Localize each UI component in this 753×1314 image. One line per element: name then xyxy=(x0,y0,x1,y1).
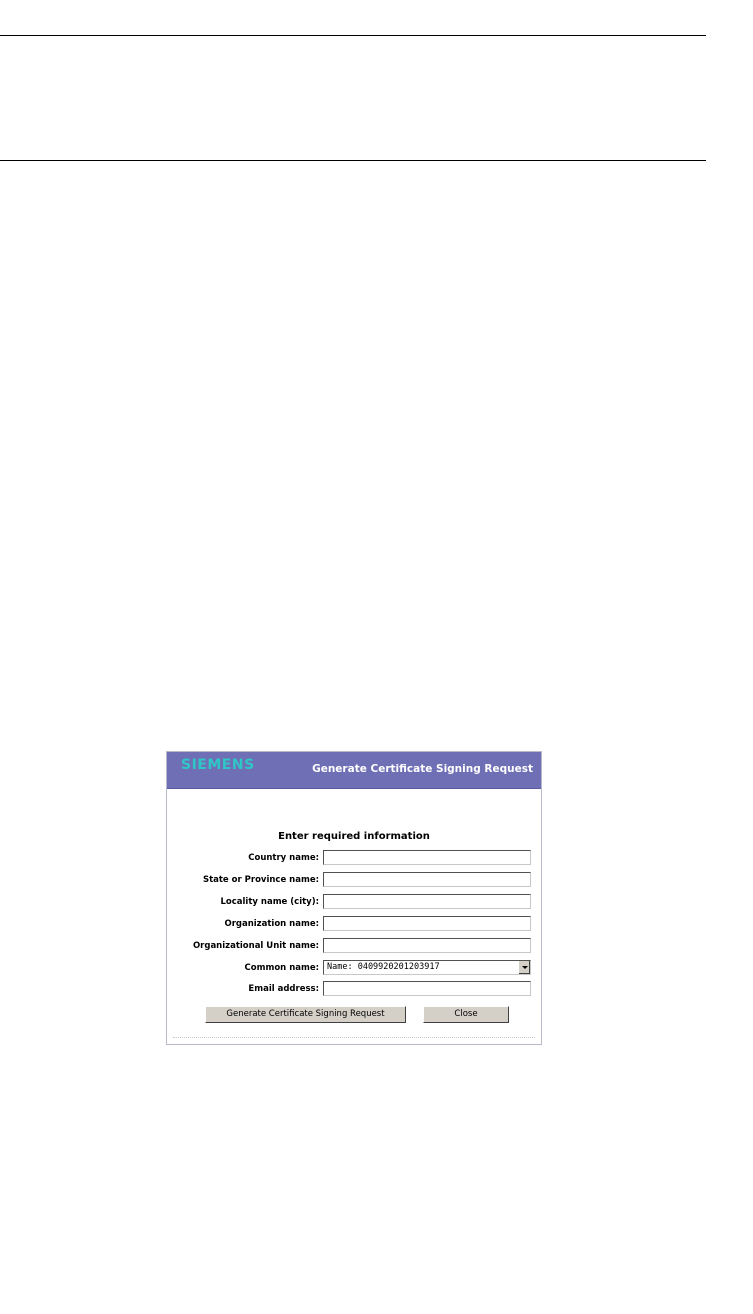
organization-label: Organization name: xyxy=(224,919,319,929)
country-row xyxy=(167,850,541,868)
country-input[interactable] xyxy=(323,850,531,865)
close-button[interactable]: Close xyxy=(423,1006,509,1023)
csr-dialog xyxy=(166,751,542,1045)
locality-row xyxy=(167,894,541,912)
footer-divider xyxy=(173,1037,535,1038)
common-name-label: Common name: xyxy=(244,963,319,973)
page-bottom-rule xyxy=(0,160,706,161)
locality-input[interactable] xyxy=(323,894,531,909)
common-name-row xyxy=(167,960,541,978)
common-name-value: Name: 0409920201203917 xyxy=(327,962,440,972)
email-label: Email address: xyxy=(248,984,319,994)
generate-csr-button[interactable]: Generate Certificate Signing Request xyxy=(205,1006,406,1023)
org-unit-input[interactable] xyxy=(323,938,531,953)
organization-row xyxy=(167,916,541,934)
state-input[interactable] xyxy=(323,872,531,887)
locality-label: Locality name (city): xyxy=(220,897,319,907)
form-heading: Enter required information xyxy=(278,831,430,842)
common-name-select[interactable] xyxy=(323,960,531,975)
dialog-header xyxy=(167,752,541,789)
page-top-rule xyxy=(0,35,706,36)
org-unit-row xyxy=(167,938,541,956)
org-unit-label: Organizational Unit name: xyxy=(192,941,319,951)
dialog-title: Generate Certificate Signing Request xyxy=(312,763,533,775)
state-label: State or Province name: xyxy=(202,875,319,885)
state-row xyxy=(167,872,541,890)
siemens-logo: SIEMENS xyxy=(181,757,255,773)
chevron-down-icon[interactable] xyxy=(518,961,530,974)
organization-input[interactable] xyxy=(323,916,531,931)
email-input[interactable] xyxy=(323,981,531,996)
email-row xyxy=(167,981,541,999)
country-label: Country name: xyxy=(248,853,319,863)
